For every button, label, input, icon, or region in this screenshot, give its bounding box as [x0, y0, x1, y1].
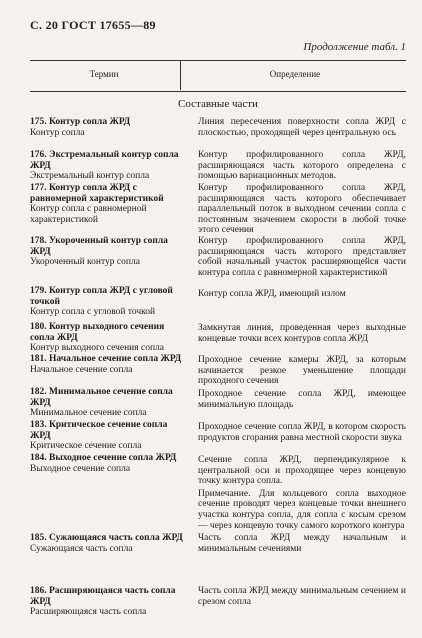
- term-name: 176. Экстремальный контур сопла ЖРД: [30, 150, 179, 171]
- term-entry: [30, 453, 190, 474]
- term-entry: [30, 420, 190, 452]
- term-name: 177. Контур сопла ЖРД с равномерной характеристикой: [30, 183, 164, 204]
- term-definition: Контур профилированного сопла ЖРД, расширяющаяся часть которого определена с помощью вариационных методов.: [198, 150, 406, 182]
- term-short-name: Минимальное сечение сопла: [30, 408, 147, 419]
- term-short-name: Укороченный контур сопла: [30, 257, 140, 268]
- term-entry: [30, 533, 190, 554]
- term-short-name: Сужающаяся часть сопла: [30, 543, 133, 554]
- term-short-name: Начальное сечение сопла: [30, 364, 133, 375]
- term-name: 179. Контур сопла ЖРД с угловой точкой: [30, 286, 173, 307]
- term-entry: [30, 322, 190, 354]
- table-header: [30, 60, 406, 92]
- term-name: 175. Контур сопла ЖРД: [30, 117, 131, 127]
- term-definition: [198, 455, 406, 531]
- term-short-name: Расширяющаяся часть сопла: [30, 607, 147, 618]
- term-entry: [30, 286, 190, 318]
- definition-note: Примечание. Для кольцевого сопла выходное сечение проводят через концевые точки внешнего участка контура сопла, для сопла с косым срезом — через концевую точку самого короткого контура: [198, 488, 406, 531]
- term-name: 185. Сужающаяся часть сопла ЖРД: [30, 533, 183, 543]
- term-definition: Проходное сечение сопла ЖРД, в котором скорость продуктов сгорания равна местной скорости звука: [198, 422, 406, 443]
- term-definition: Контур сопла ЖРД, имеющий излом: [198, 289, 346, 299]
- term-name: 186. Расширяющаяся часть сопла ЖРД: [30, 586, 176, 607]
- term-entry: [30, 183, 190, 225]
- term-definition: Контур профилированного сопла ЖРД, расширяющаяся часть которого обеспечивает параллельный поток в выходном сечении сопла с постоянным значением скорости в любой точке этого сечения: [198, 183, 406, 236]
- term-definition: Контур профилированного сопла ЖРД, расширяющаяся часть которого представляет собой начальный участок расширяющейся части контура сопла с равномерной характеристикой: [198, 236, 406, 278]
- term-definition: Линия пересечения поверхности сопла ЖРД с плоскостью, проходящей через центральную ось: [198, 117, 406, 138]
- term-short-name: Контур сопла с равномерной характеристикой: [30, 204, 147, 225]
- column-header-definition: Определение: [269, 69, 321, 79]
- term-name: 184. Выходное сечение сопла ЖРД: [30, 453, 177, 463]
- term-short-name: Контур сопла: [30, 127, 85, 138]
- term-name: 183. Критическое сечение сопла ЖРД: [30, 420, 168, 441]
- section-title: Составные части: [178, 98, 258, 110]
- term-entry: [30, 150, 190, 182]
- term-definition: Проходное сечение камеры ЖРД, за которым начинается резкое уменьшение площади проходного сечения: [198, 355, 406, 387]
- term-short-name: Контур выходного сечения сопла: [30, 343, 165, 354]
- term-name: 178. Укороченный контур сопла ЖРД: [30, 236, 168, 257]
- term-definition: Замкнутая линия, проведенная через выходные концевые точки всех контуров сопла ЖРД: [198, 323, 406, 344]
- term-name: 182. Минимальное сечение сопла ЖРД: [30, 387, 173, 408]
- table-continuation-label: Продолжение табл. 1: [303, 41, 406, 53]
- term-entry: [30, 586, 190, 618]
- column-header-term: Термин: [89, 69, 119, 79]
- term-entry: [30, 387, 190, 419]
- term-entry: [30, 354, 190, 375]
- term-name: 181. Начальное сечение сопла ЖРД: [30, 354, 182, 364]
- column-divider: [180, 60, 181, 90]
- term-entry: [30, 117, 190, 138]
- term-definition: Часть сопла ЖРД между минимальным сечением и срезом сопла: [198, 586, 406, 607]
- term-short-name: Экстремальный контур сопла: [30, 171, 150, 182]
- term-entry: [30, 236, 190, 268]
- term-short-name: Критическое сечение сопла: [30, 441, 142, 452]
- definition-text: Сечение сопла ЖРД, перпендикулярное к центральной оси и проходящее через концевую точку контура сопла.: [198, 455, 406, 487]
- term-short-name: Выходное сечение сопла: [30, 463, 131, 474]
- term-name: 180. Контур выходного сечения сопла ЖРД: [30, 322, 165, 343]
- page-header: С. 20 ГОСТ 17655—89: [30, 18, 156, 32]
- term-definition: Проходное сечение сопла ЖРД, имеющее минимальную площадь: [198, 389, 406, 410]
- term-definition: Часть сопла ЖРД между начальным и минимальным сечениями: [198, 533, 406, 554]
- term-short-name: Контур сопла с угловой точкой: [30, 307, 156, 318]
